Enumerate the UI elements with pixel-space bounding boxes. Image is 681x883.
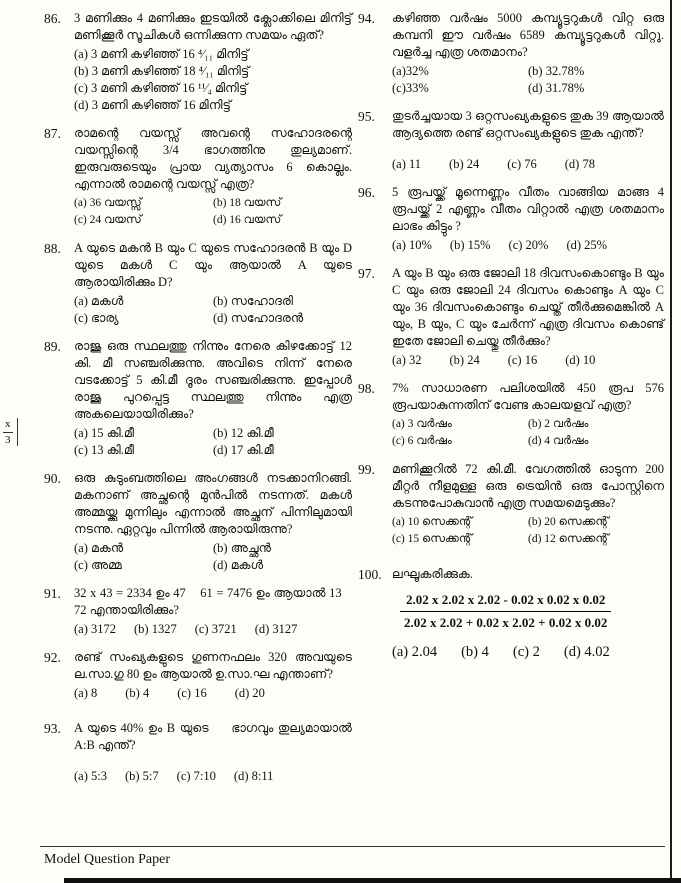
question-text: തുടർച്ചയായ 3 ഒറ്റസംഖ്യകളുടെ തുക 39 ആയാൽ ആദ്യത്തെ രണ്ട് ഒറ്റസംഖ്യകളുടെ തുക എന്ത്? [392,109,664,140]
option-b: (b) 24 [449,353,480,367]
footer-title: Model Question Paper [44,852,170,867]
option-c: (c) 24 വയസ് [74,214,142,226]
question-text: 32 x 43 = 2334 ഉം 47 61 = 7476 ഉം ആയാൽ 13 72 എന്തായിരിക്കും? [74,586,352,617]
question-body [74,240,352,327]
options [392,352,664,369]
right-column [358,10,664,672]
question-number: 86. [44,11,61,26]
question-body [74,720,352,785]
question-body [392,108,664,173]
option-a: (a) 15 കി.മീ [74,426,134,440]
options [392,416,664,450]
option-d: (d) മകൾ [213,558,264,572]
scan-artifact-bottom-edge [64,878,681,883]
option-b: (b) 15% [449,238,491,252]
question-86 [44,10,352,114]
question-body [392,566,664,661]
option-a: (a) 3 മണി കഴിഞ്ഞ് 16 ⁴⁄₁₁ മിനിട്ട് [74,47,249,61]
question-body [392,184,664,254]
question-number: 96. [358,185,375,200]
option-b: (b) 20 സെക്കന്റ് [528,516,609,528]
scan-artifact-right-edge [670,0,672,883]
options [74,768,352,785]
option-c: (c) 3721 [194,622,237,636]
option-d: (d) 3 മണി കഴിഞ്ഞ് 16 മിനിട്ട് [74,98,231,112]
question-body [392,461,664,548]
option-a: (a) 2.04 [392,644,438,660]
option-b: (b) 1327 [134,622,177,636]
option-a: (a) 3172 [74,622,116,636]
option-c: (c) 6 വർഷം [392,435,452,447]
option-c: (c)33% [392,81,429,95]
option-d: (d) 4 വർഷം [528,435,589,447]
question-95 [358,108,664,173]
margin-marker-bottom: 3 [5,433,11,446]
question-99 [358,461,664,548]
question-98 [358,380,664,450]
question-87 [44,125,352,229]
question-text: രാമന്റെ വയസ്സ് അവന്റെ സഹോദരന്റെ വയസ്സിന്റെ 3/4 ഭാഗത്തിനു തുല്യമാണ്. ഇരുവരുടെയും പ്രായ വ്യത്യാസം 6 കൊല്ലം. എന്നാൽ രാമന്റെ വയസ്സ് എത്ര? [74,126,352,191]
question-number: 99. [358,462,375,477]
option-d: (d) 20 [234,686,265,700]
option-d: (d) 78 [564,157,595,171]
options [392,237,664,254]
option-c: (c) 16 [507,353,538,367]
option-a: (a) 10 സെക്കന്റ് [392,516,473,528]
fraction-denominator: 2.02 x 2.02 + 0.02 x 2.02 + 0.02 x 0.02 [404,615,608,630]
question-number: 87. [44,126,61,141]
question-number: 91. [44,586,61,601]
option-d: (d) 10 [565,353,596,367]
option-c: (c) 76 [507,157,537,171]
question-number: 90. [44,471,61,486]
options [74,425,352,459]
question-text: 3 മണിക്കും 4 മണിക്കും ഇടയിൽ ക്ലോക്കിലെ മിനിട്ട് മണിക്കൂർ സൂചികൾ ഒന്നിക്കുന്ന സമയം ഏത്? [74,11,352,42]
options [392,156,664,173]
question-96 [358,184,664,254]
option-b: (b) 2 വർഷം [528,418,589,430]
options [74,195,352,229]
fraction-numerator: 2.02 x 2.02 x 2.02 - 0.02 x 0.02 x 0.02 [400,592,611,612]
option-a: (a) 10% [392,238,432,252]
option-d: (d) 12 സെക്കന്റ് [528,533,609,545]
question-text: രണ്ട് സംഖ്യകളുടെ ഗുണനഫലം 320 അവയുടെ ല.സാ.ഗു 80 ഉം ആയാൽ ഉ.സാ.ഘ എന്താണ്? [74,650,352,681]
option-c: (c) 2 [512,644,540,660]
option-d: (d) 16 വയസ് [213,214,282,226]
option-c: (c) 7:10 [176,769,216,783]
question-89 [44,338,352,459]
option-b: (b) 4 [125,686,150,700]
question-number: 100. [358,567,382,582]
option-d: (d) 17 കി.മീ [213,443,274,457]
question-text: ലഘൂകരിക്കുക. [392,567,473,581]
question-text: 5 രൂപയ്ക്ക് മൂന്നെണ്ണം വീതം വാങ്ങിയ മാങ്ങ 4 രൂപയ്ക്ക് 2 എണ്ണം വീതം വിറ്റാൽ എത്ര ശതമാനം ലാഭം കിട്ടും ? [392,185,664,233]
option-b: (b) 3 മണി കഴിഞ്ഞ് 18 ⁴⁄₁₁ മിനിട്ട് [74,64,250,78]
question-body [392,380,664,450]
option-b: (b) 18 വയസ് [213,197,282,209]
margin-marker [3,418,18,446]
question-94 [358,10,664,97]
option-d: (d) 25% [566,238,608,252]
option-b: (b) സഹോദരി [213,294,293,308]
footer-rule [40,846,665,847]
left-column [44,10,352,796]
option-b: (b) 32.78% [528,64,585,78]
question-number: 94. [358,11,375,26]
option-a: (a) 3 വർഷം [392,418,452,430]
option-c: (c) 13 കി.മീ [74,443,134,457]
question-text: A യുടെ 40% ഉം B യുടെ ഭാഗവും തുല്യമായാൽ A:B എന്ത്? [74,721,352,752]
options [74,540,352,574]
question-body [74,10,352,114]
option-a: (a) മകൻ [74,541,124,555]
option-a: (a)32% [392,64,429,78]
option-a: (a) 36 വയസ്സ് [74,197,142,209]
question-body [74,585,352,638]
option-c: (c) 20% [508,238,549,252]
option-b: (b) 24 [449,157,480,171]
question-90 [44,470,352,574]
question-body [392,265,664,369]
question-number: 97. [358,266,375,281]
question-100 [358,566,664,661]
option-d: (d) 31.78% [528,81,585,95]
option-b: (b) 4 [461,644,489,660]
question-text: കഴിഞ്ഞ വർഷം 5000 കമ്പ്യൂട്ടറുകൾ വിറ്റ ഒരു കമ്പനി ഈ വർഷം 6589 കമ്പ്യൂട്ടറുകൾ വിറ്റു. വളർച്ച എത്ര ശതമാനം? [392,11,664,59]
question-92 [44,649,352,702]
question-body [74,125,352,229]
option-a: (a) 32 [392,353,422,367]
option-b: (b) അച്ഛൻ [213,541,271,555]
question-text: A യും B യും ഒരു ജോലി 18 ദിവസംകൊണ്ടും B യും C യും ഒരു ജോലി 24 ദിവസം കൊണ്ടും A യും C യും 36 ദിവസംകൊണ്ടും ചെയ്ത് തീർക്കുമെങ്കിൽ A യും, B യും, C യും ചേർന്ന് എത്ര ദിവസം കൊണ്ട് ഇതേ ജോലി ചെയ്തു തീർക്കും? [392,266,664,348]
option-a: (a) 8 [74,686,98,700]
question-body [392,10,664,97]
margin-marker-top: x [3,418,13,433]
question-body [74,649,352,702]
question-body [74,470,352,574]
question-text: രാജു ഒരു സ്ഥലത്തു നിന്നും നേരെ കിഴക്കോട്ട് 12 കി. മീ സഞ്ചരിക്കുന്നു. അവിടെ നിന്ന് നേരെ വടക്കോട്ട് 5 കി.മീ ദൂരം സഞ്ചരിക്കുന്നു. ഇപ്പോൾ രാജു പുറപ്പെട്ട സ്ഥലത്തു നിന്നും എത്ര അകലെയായിരിക്കും? [74,339,352,421]
question-text: A യുടെ മകൻ B യും C യുടെ സഹോദരൻ B യും D യുടെ മകൾ C യും ആയാൽ A യുടെ ആരായിരിക്കും D? [74,241,352,289]
option-b: (b) 12 കി.മീ [213,426,274,440]
question-number: 93. [44,721,61,736]
options [392,514,664,548]
option-b: (b) 5:7 [124,769,159,783]
option-a: (a) 5:3 [74,769,107,783]
option-c: (c) 16 [177,686,207,700]
options [74,293,352,327]
option-c: (c) 15 സെക്കന്റ് [392,533,473,545]
question-97 [358,265,664,369]
question-number: 88. [44,241,61,256]
question-body [74,338,352,459]
option-c: (c) 3 മണി കഴിഞ്ഞ് 16 ¹¹⁄₄ മിനിട്ട് [74,81,248,95]
question-number: 89. [44,339,61,354]
option-a: (a) മകൾ [74,294,124,308]
option-c: (c) അമ്മ [74,558,122,572]
question-text: ഒരു കുടുംബത്തിലെ അംഗങ്ങൾ നടക്കാനിറങ്ങി. മകനാണ് അച്ഛന്റെ മുൻപിൽ നടന്നത്. മകൾ അമ്മയ്ക്കു മുന്നിലും എന്നാൽ അച്ഛന് പിന്നിലുമായി നടന്നു. ഏറ്റവും പിന്നിൽ ആരായിരുന്നു? [74,471,352,536]
question-88 [44,240,352,327]
option-d: (d) 8:11 [233,769,274,783]
question-91 [44,585,352,638]
option-d: (d) 3127 [254,622,298,636]
option-c: (c) ഭാര്യ [74,311,119,325]
question-93 [44,720,352,785]
option-d: (d) സഹോദരൻ [213,311,304,325]
options [392,63,664,97]
options [74,46,352,114]
options [74,621,352,638]
question-text: മണിക്കൂറിൽ 72 കി.മീ. വേഗത്തിൽ ഓടുന്ന 200 മീറ്റർ നീളമുള്ള ഒരു ട്രെയിൻ ഒരു പോസ്റ്റിനെ കടന്നുപോകുവാൻ എത്ര സമയമെടുക്കും? [392,462,664,510]
question-number: 92. [44,650,61,665]
question-number: 95. [358,109,375,124]
options [74,685,352,702]
option-a: (a) 11 [392,157,422,171]
fraction-expression [400,592,611,631]
question-text: 7% സാധാരണ പലിശയിൽ 450 രൂപ 576 രൂപയാകുന്നതിന് വേണ്ട കാലയളവ് എത്ര? [392,381,664,412]
option-d: (d) 4.02 [563,644,610,660]
options [392,644,664,661]
question-number: 98. [358,381,375,396]
